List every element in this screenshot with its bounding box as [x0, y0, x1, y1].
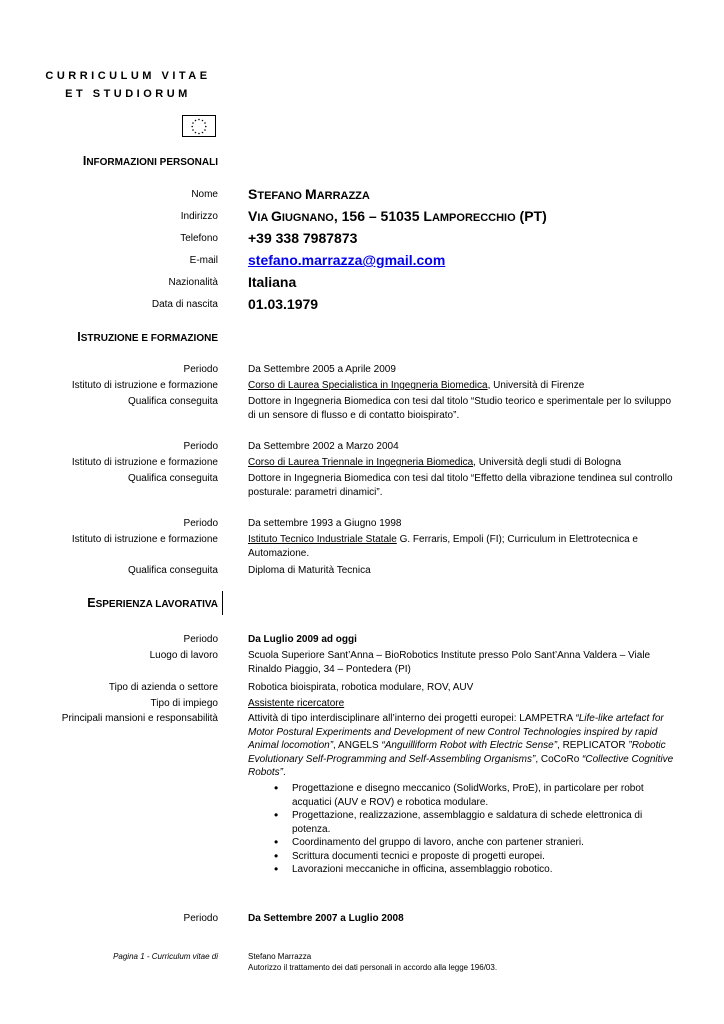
birth-value: 01.03.1979	[248, 296, 319, 312]
name-label: Nome	[191, 189, 218, 200]
cv-title-line2: ET STUDIORUM	[65, 88, 191, 100]
list-item: • Progettazione e disegno meccanico (SolidWorks, ProE), in particolare per robot acquatici (AUV e ROV) e robotica modulare.	[274, 782, 674, 809]
job1-employment: Assistente ricercatore	[248, 698, 345, 709]
eu-flag-icon	[182, 115, 216, 137]
text-cursor-bar	[222, 591, 223, 615]
cv-title-line1: CURRICULUM VITAE	[45, 70, 211, 82]
edu3-institute-label: Istituto di istruzione e formazione	[71, 534, 218, 545]
job2-period: Da Settembre 2007 a Luglio 2008	[248, 913, 404, 924]
job1-bullet-list	[274, 782, 674, 877]
birth-label: Data di nascita	[151, 299, 218, 310]
edu2-period: Da Settembre 2002 a Marzo 2004	[248, 441, 399, 452]
footer-privacy: Autorizzo il trattamento dei dati personali in accordo alla legge 196/03.	[248, 963, 498, 972]
email-label: E-mail	[189, 255, 218, 266]
phone-value: +39 338 7987873	[248, 230, 358, 246]
phone-label: Telefono	[180, 233, 218, 244]
name-value: STEFANO MARRAZZA	[248, 186, 370, 202]
edu3-institute: Istituto Tecnico Industriale Statale G. Ferraris, Empoli (FI); Curriculum in Elettrotecnica e Automazione.	[248, 534, 638, 559]
job1-company-type: Robotica bioispirata, robotica modulare, ROV, AUV	[248, 682, 474, 693]
edu3-period: Da settembre 1993 a Giugno 1998	[248, 518, 402, 529]
job1-employment-label: Tipo di impiego	[150, 698, 218, 709]
edu2-institute-label: Istituto di istruzione e formazione	[71, 457, 218, 468]
edu2-qualification-label: Qualifica conseguita	[127, 473, 218, 484]
edu1-institute: Corso di Laurea Specialistica in Ingegneria Biomedica, Università di Firenze	[248, 380, 585, 391]
nationality-label: Nazionalità	[168, 277, 218, 288]
job1-company-type-label: Tipo di azienda o settore	[108, 682, 218, 693]
job1-period-label: Periodo	[183, 634, 218, 645]
edu3-qualification-label: Qualifica conseguita	[127, 565, 218, 576]
edu3-qualification: Diploma di Maturità Tecnica	[248, 565, 371, 576]
job1-period: Da Luglio 2009 ad oggi	[248, 634, 357, 645]
edu1-institute-label: Istituto di istruzione e formazione	[71, 380, 218, 391]
section-heading-experience: ESPERIENZA LAVORATIVA	[87, 596, 218, 610]
edu1-qualification: Dottore in Ingegneria Biomedica con tesi dal titolo “Studio teorico e sperimentale per lo sviluppo di un sensore di flusso e di contatto bioispirato”.	[248, 396, 672, 421]
list-item: • Progettazione, realizzazione, assemblaggio e saldatura di schede elettronica di potenza.	[274, 809, 674, 836]
footer-name: Stefano Marrazza	[248, 952, 312, 961]
address-label: Indirizzo	[180, 211, 218, 222]
section-heading-personal: INFORMAZIONI PERSONALI	[82, 154, 218, 168]
edu2-period-label: Periodo	[183, 441, 218, 452]
job2-period-label: Periodo	[183, 913, 218, 924]
edu1-qualification-label: Qualifica conseguita	[127, 396, 218, 407]
edu1-period: Da Settembre 2005 a Aprile 2009	[248, 364, 396, 375]
job1-duties: Attività di tipo interdisciplinare all’interno dei progetti europei: LAMPETRA “Life-like artefact for Motor Postural Experiments and Development of new Control Technologies inspired by rapid Animal locomotion”, ANGELS “Anguilliform Robot with Electric Sense”, REPLICATOR ”Robotic Evolutionary Self-Programming and Self-Assembling Organisms”, CoCoRo “Collective Cognitive Robots”.	[248, 713, 674, 778]
email-link[interactable]: stefano.marrazza@gmail.com	[248, 252, 446, 268]
list-item: • Scrittura documenti tecnici e proposte di progetti europei.	[274, 850, 674, 864]
list-item: • Lavorazioni meccaniche in officina, assemblaggio robotico.	[274, 863, 674, 877]
edu3-period-label: Periodo	[183, 518, 218, 529]
edu2-institute: Corso di Laurea Triennale in Ingegneria Biomedica, Università degli studi di Bologna	[248, 457, 622, 468]
nationality-value: Italiana	[248, 274, 297, 290]
job1-duties-label: Principali mansioni e responsabilità	[61, 713, 218, 724]
job1-workplace: Scuola Superiore Sant’Anna – BioRobotics Institute presso Polo Sant’Anna Valdera – Viale Rinaldo Piaggio, 34 – Pontedera (PI)	[248, 650, 651, 675]
address-value: VIA GIUGNANO, 156 – 51035 LAMPORECCHIO (PT)	[248, 208, 547, 224]
footer-page-label: Pagina 1 - Curriculum vitae di	[113, 952, 218, 961]
list-item: • Coordinamento del gruppo di lavoro, anche con partener stranieri.	[274, 836, 674, 850]
job1-workplace-label: Luogo di lavoro	[149, 650, 218, 661]
edu1-period-label: Periodo	[183, 364, 218, 375]
edu2-qualification: Dottore in Ingegneria Biomedica con tesi dal titolo “Effetto della vibrazione tendinea sul controllo posturale: parametri dinamici”.	[248, 473, 673, 498]
section-heading-education: ISTRUZIONE E FORMAZIONE	[77, 330, 218, 344]
